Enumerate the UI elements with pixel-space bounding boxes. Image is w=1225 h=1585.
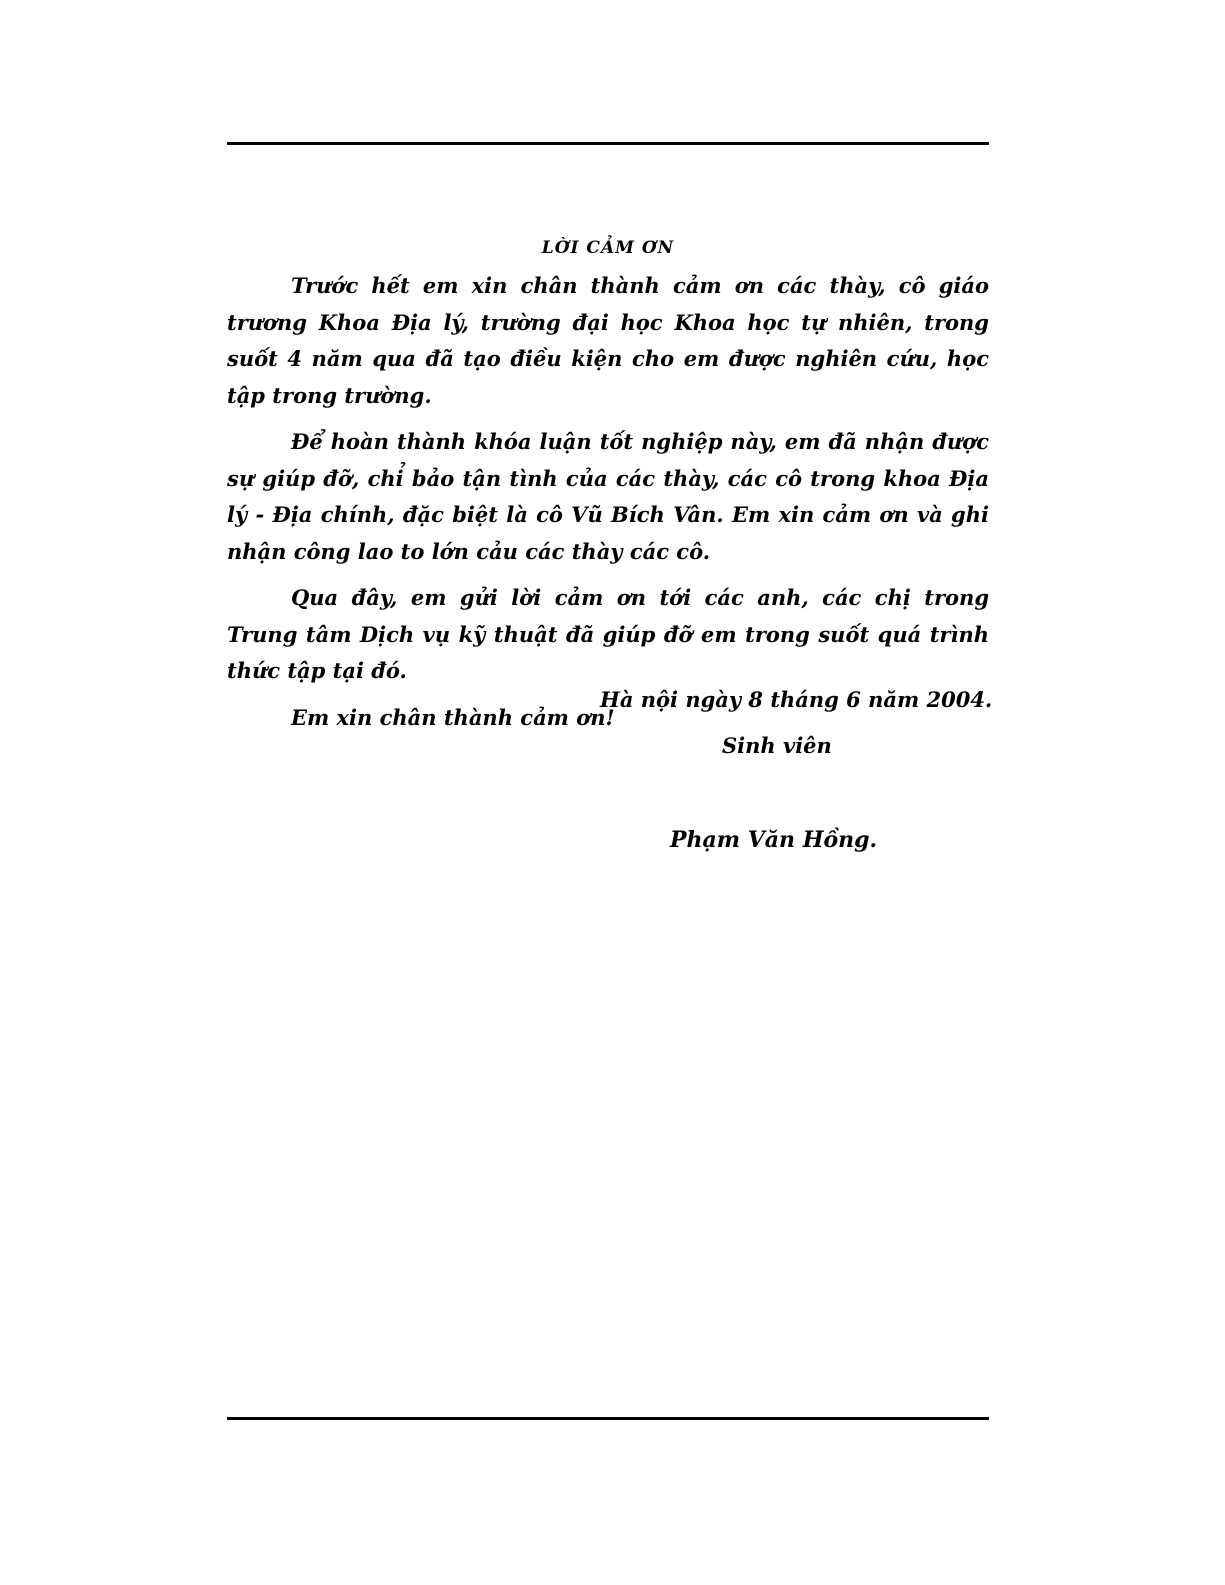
signer-name: Phạm Văn Hồng. <box>670 827 878 853</box>
paragraph-3: Qua đây, em gửi lời cảm ơn tới các anh, các chị trong Trung tâm Dịch vụ kỹ thuật đã giúp đỡ em trong suốt quá trình thức tập tại đó. <box>227 585 989 683</box>
document-body <box>227 228 989 746</box>
date-line: Hà nội ngày 8 tháng 6 năm 2004. <box>600 687 993 712</box>
footer-rule <box>227 1417 989 1420</box>
paragraph-1: Trước hết em xin chân thành cảm ơn các thày, cô giáo trương Khoa Địa lý, trường đại học Khoa học tự nhiên, trong suốt 4 năm qua đã tạo điều kiện cho em được nghiên cứu, học tập trong trường. <box>227 273 989 408</box>
signer-role: Sinh viên <box>722 733 832 758</box>
header-rule <box>227 142 989 145</box>
closing-line: Em xin chân thành cảm ơn! <box>291 704 615 730</box>
paragraph-2: Để hoàn thành khóa luận tốt nghiệp này, em đã nhận được sự giúp đỡ, chỉ bảo tận tình của các thày, các cô trong khoa Địa lý - Địa chính, đặc biệt là cô Vũ Bích Vân. Em xin cảm ơn và ghi nhận công lao to lớn cảu các thày các cô. <box>227 429 989 564</box>
page-title: LỜI CẢM ƠN <box>541 238 675 258</box>
